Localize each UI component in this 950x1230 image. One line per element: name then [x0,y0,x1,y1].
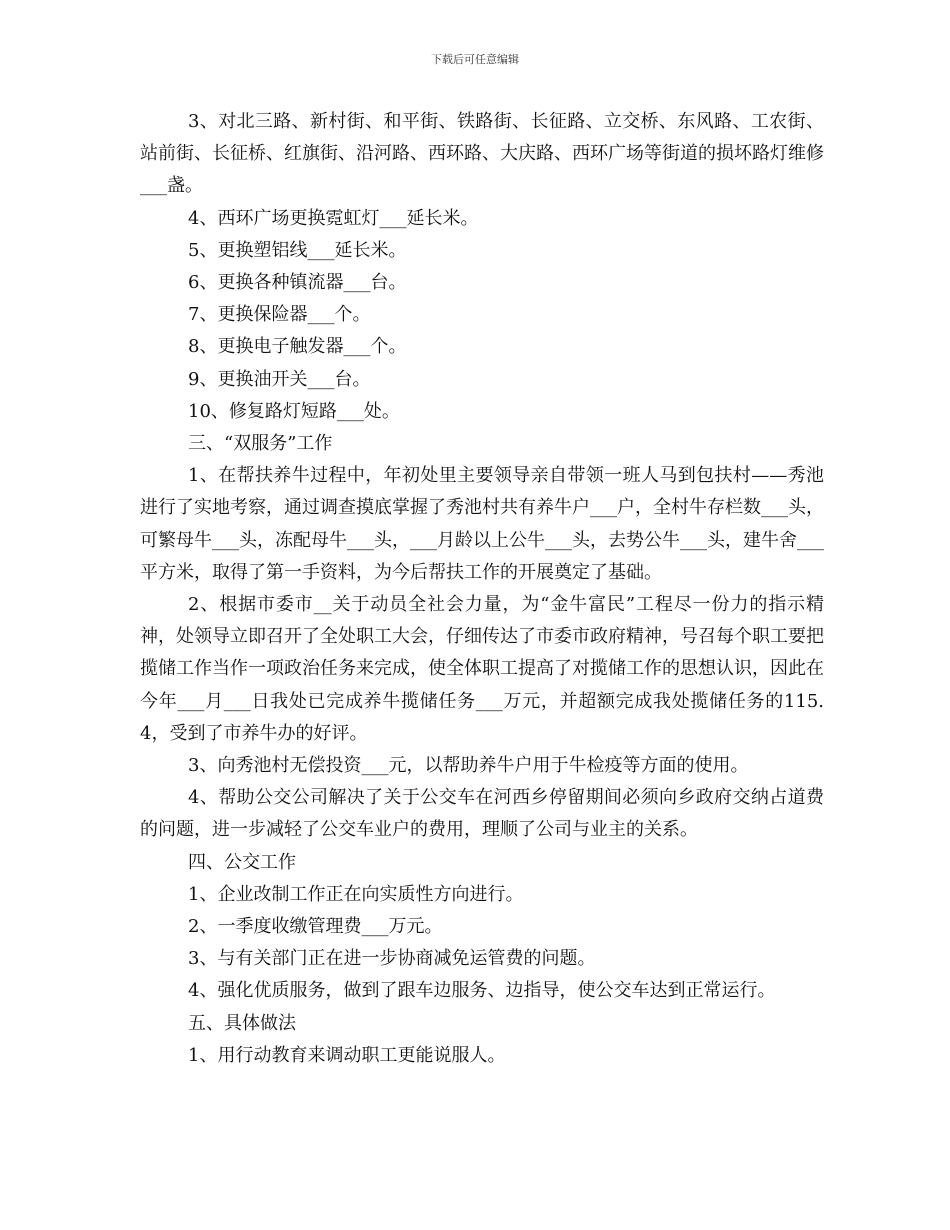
section-heading: 四、公交工作 [188,851,296,873]
paragraph: 8、更换电子触发器___个。 [188,336,407,358]
paragraph: 6、更换各种镇流器___台。 [188,272,407,294]
paragraph: 5、更换塑铝线___延长米。 [188,239,407,261]
paragraph: 1、在帮扶养牛过程中，年初处里主要领导亲自带领一班人马到包扶村——秀池进行了实地考察，通过调查摸底掌握了秀池村共有养牛户___户，全村牛存栏数___头，可繁母牛___头，冻配母牛___头，___月龄以上公牛___头，去势公牛___头，建牛舍___平方米，取得了第一手资料，为今后帮扶工作的开展奠定了基础。 [140,465,824,583]
paragraph: 9、更换油开关___台。 [188,368,371,390]
page-header: 下载后可任意编辑 [431,53,519,66]
section-heading: 三、“双服务”工作 [188,433,333,455]
paragraph: 10、修复路灯短路___处。 [188,400,400,422]
paragraph: 2、一季度收缴管理费___万元。 [188,916,443,938]
paragraph: 4、强化优质服务，做到了跟车边服务、边指导，使公交车达到正常运行。 [188,980,776,1002]
paragraph: 3、向秀池村无偿投资___元，以帮助养牛户用于牛检疫等方面的使用。 [188,755,749,777]
paragraph: 7、更换保险器___个。 [188,304,371,326]
paragraph: 4、帮助公交公司解决了关于公交车在河西乡停留期间必须向乡政府交纳占道费的问题，进一步减轻了公交车业户的费用，理顺了公司与业主的关系。 [140,787,824,841]
paragraph: 4、西环广场更换霓虹灯___延长米。 [188,207,479,229]
section-heading: 五、具体做法 [188,1012,296,1034]
document-body [140,106,824,1072]
paragraph: 2、根据市委市__关于动员全社会力量，为“金牛富民”工程尽一份力的指示精神，处领导立即召开了全处职工大会，仔细传达了市委市政府精神，号召每个职工要把揽储工作当作一项政治任务来完成，使全体职工提高了对揽储工作的思想认识，因此在今年___月___日我处已完成养牛揽储任务___万元，并超额完成我处揽储任务的115.4，受到了市养牛办的好评。 [140,594,824,744]
paragraph: 3、对北三路、新村街、和平街、铁路街、长征路、立交桥、东风路、工农街、站前街、长征桥、红旗街、沿河路、西环路、大庆路、西环广场等街道的损坏路灯维修___盏。 [140,111,824,197]
paragraph: 3、与有关部门正在进一步协商减免运管费的问题。 [188,948,596,970]
paragraph: 1、用行动教育来调动职工更能说服人。 [188,1044,506,1066]
paragraph: 1、企业改制工作正在向实质性方向进行。 [188,883,524,905]
